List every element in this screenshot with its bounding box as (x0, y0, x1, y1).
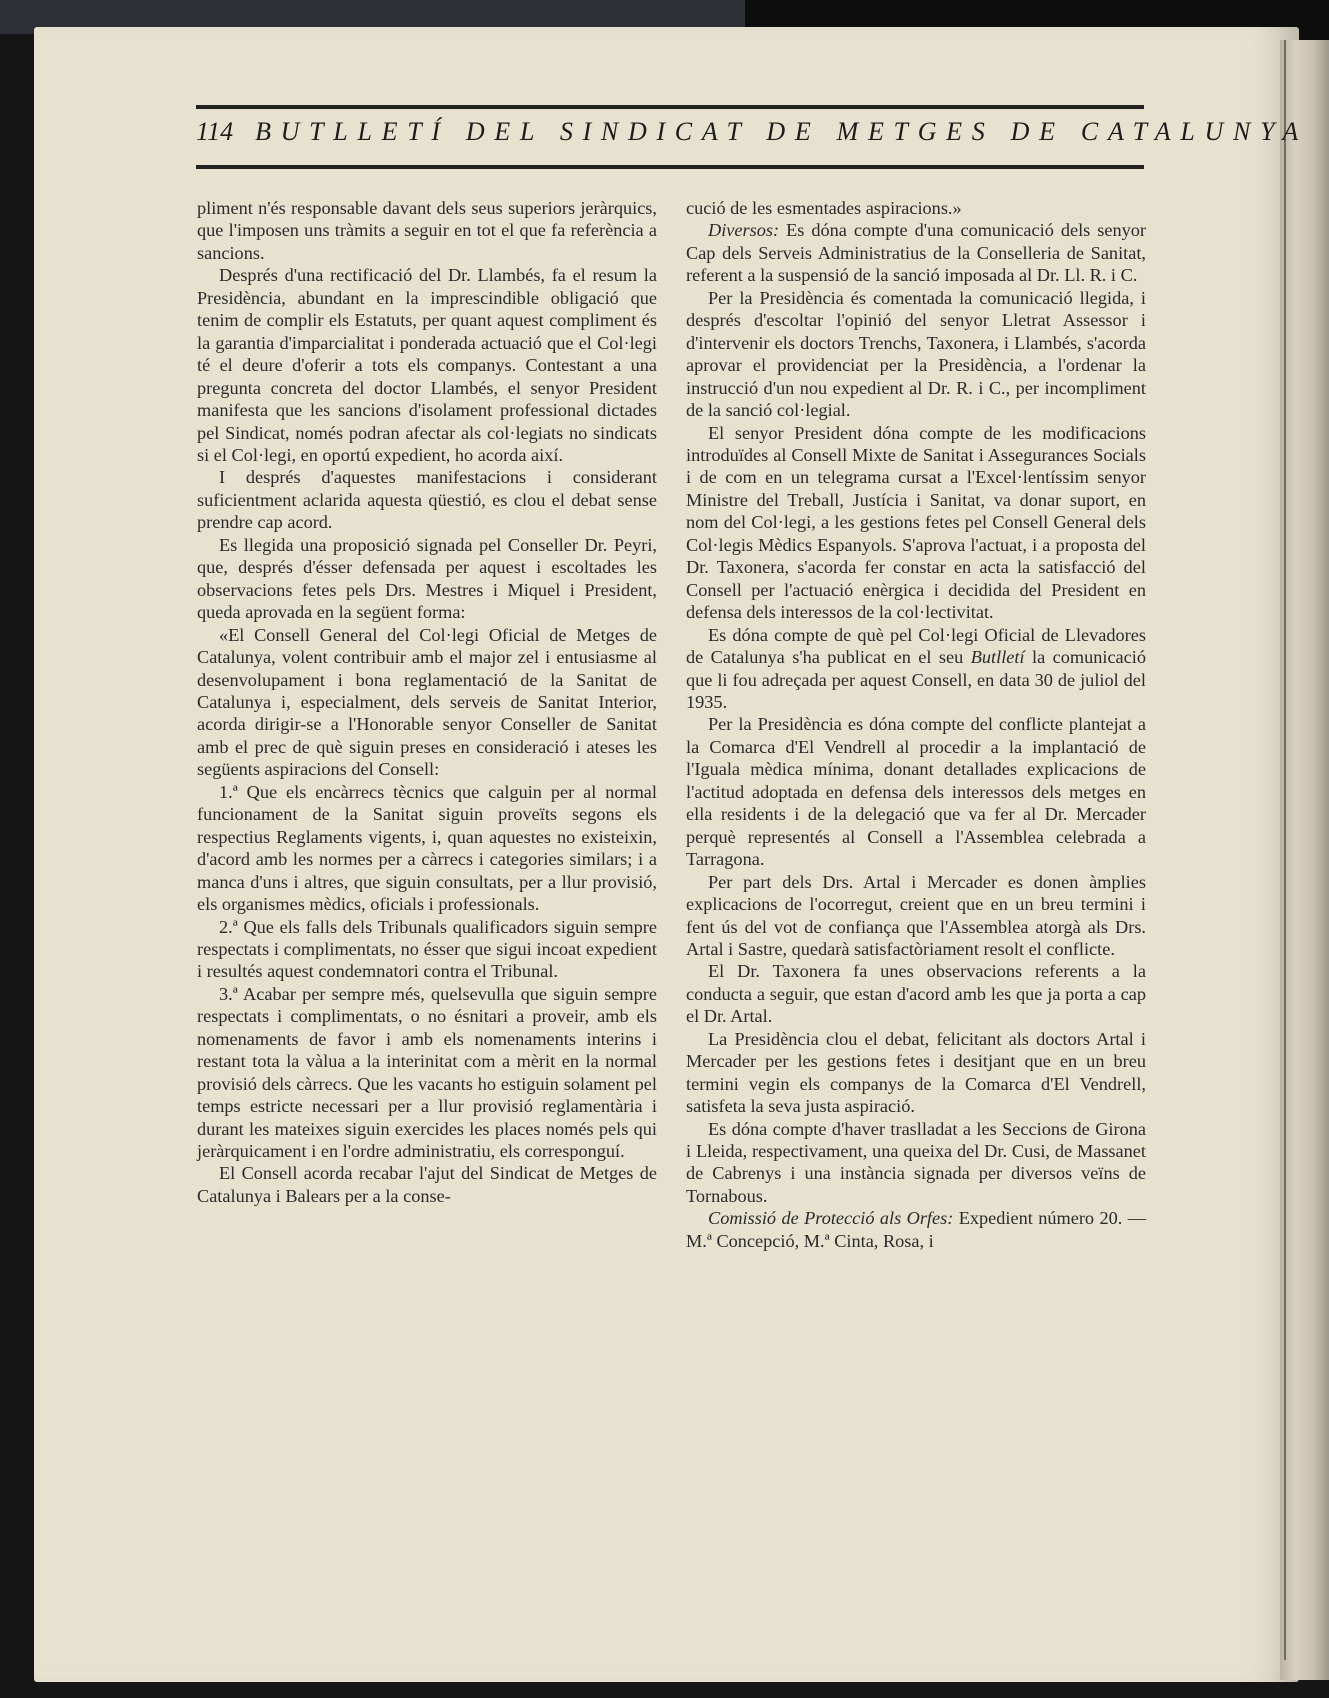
resolution-item-2: 2.ª Que els falls dels Tribunals qualificadors siguin sempre respectats i complimentats, no ésser que sigui incoat expedient i resultés aquest condemnatori contra el Tribunal. (197, 916, 657, 982)
quoted-resolution: «El Consell General del Col·legi Oficial de Metges de Catalunya, volent contribuir amb el major zel i entusiasme al desenvolupament i bona reglamentació de la Sanitat de Catalunya i, especialment, dels serveis de Sanitat Interior, acorda dirigir-se a l'Honorable senyor Conseller de Sanitat amb el prec de què siguin preses en consideració i ateses les següents aspiracions del Consell: (197, 624, 657, 780)
paragraph: I després d'aquestes manifestacions i considerant suficientment aclarida aquesta qüestió, es clou el debat sense prendre cap acord. (197, 467, 657, 533)
resolution-item-1: 1.ª Que els encàrrecs tècnics que calguin per al normal funcionament de la Sanitat siguin proveïts segons els respectius Reglaments vigents, i, quan aquestes no existeixin, d'acord amb les normes per a càrrecs i categories similars; i a manca d'uns i altres, que siguin consultats, per a llur provisió, els organismes mèdics, oficials i professionals. (197, 781, 657, 915)
paragraph: El senyor President dóna compte de les modificacions introduïdes al Consell Mixte de Sanitat i Assegurances Socials i de com en un telegrama cursat a l'Excel·lentíssim senyor Ministre del Treball, Justícia i Sanitat, va donar suport, en nom del Col·legi, a les gestions fetes pel Consell General dels Col·legis Mèdics Espanyols. S'aprova l'actuat, i a proposta del Dr. Taxonera, s'acorda fer constar en acta la satisfacció del Consell per l'actuació enèrgica i decidida del President en defensa dels interessos de la col·lectivitat. (686, 422, 1146, 623)
resolution-item-3: 3.ª Acabar per sempre més, quelsevulla que siguin sempre respectats i complimentats, o no ésnitari a proveir, amb els nomenaments de favor i amb els nomenaments interins i restant tota la vàlua a la interinitat com a mèrit en la normal provisió dels càrrecs. Que les vacants ho estiguin solament pel temps estricte necessari per a llur provisió reglamentària i durant les mateixes siguin exercides les places només pels qui jeràrquicament i en l'ordre administratiu, els corresponguí. (197, 983, 657, 1162)
left-column (197, 197, 657, 1207)
paragraph-diversos: Diversos: Es dóna compte d'una comunicació dels senyor Cap dels Serveis Administratius de la Conselleria de Sanitat, referent a la suspensió de la sanció imposada al Dr. Ll. R. i C. (686, 220, 1146, 286)
paragraph: Per la Presidència es dóna compte del conflicte plantejat a la Comarca d'El Vendrell al procedir a la implantació de l'Iguala mèdica mínima, donant detallades explicacions de l'actitud adoptada en defensa dels interessos dels metges en ella residents i de la delegació que va fer al Dr. Mercader perquè representés al Consell a l'Assemblea celebrada a Tarragona. (686, 714, 1146, 870)
page-edge-line (1284, 40, 1286, 1660)
paragraph: Es dóna compte de què pel Col·legi Oficial de Llevadores de Catalunya s'ha publicat en el seu Butlletí la comunicació que li fou adreçada per aquest Consell, en data 30 de juliol del 1935. (686, 624, 1147, 712)
paragraph-comissio: Comissió de Protecció als Orfes: Expedient número 20. — M.ª Concepció, M.ª Cinta, Rosa, i (686, 1208, 1146, 1251)
section-label: Comissió de Protecció als Orfes: (708, 1208, 954, 1229)
paragraph: pliment n'és responsable davant dels seus superiors jeràrquics, que l'imposen uns tràmits a seguir en tot el que fa referència a sancions. (197, 198, 657, 263)
paragraph: Es llegida una proposició signada pel Conseller Dr. Peyri, que, després d'ésser defensada per aquest i escoltades les observacions fetes pels Drs. Mestres i Miquel i President, queda aprovada en la següent forma: (197, 534, 657, 623)
right-column (686, 197, 1146, 1252)
running-header (196, 117, 1308, 147)
paragraph: Després d'una rectificació del Dr. Llambés, fa el resum la Presidència, abundant en la imprescindible obligació que tenim de complir els Estatuts, per quant aquest compliment és la garantia d'imparcialitat i ponderada actuació que el Col·legi té el deure d'oferir a tots els companys. Contestant a una pregunta concreta del doctor Llambés, el senyor President manifesta que les sancions d'isolament professional dictades pel Sindicat, només podran afectar als col·legiats no sindicats si el Col·legi, en oportú expedient, ho acorda així. (197, 265, 657, 465)
section-label: Diversos: (708, 220, 780, 241)
header-rule-bottom (196, 165, 1144, 169)
paragraph: El Dr. Taxonera fa unes observacions referents a la conducta a seguir, que estan d'acord amb les que ja porta a cap el Dr. Artal. (686, 961, 1146, 1027)
book-spine (1280, 40, 1329, 1680)
paragraph: El Consell acorda recabar l'ajut del Sindicat de Metges de Catalunya i Balears per a la conse- (197, 1163, 657, 1206)
paragraph: La Presidència clou el debat, felicitant als doctors Artal i Mercader per les gestions fetes i desitjant que en un breu termini vegin els companys de la Comarca d'El Vendrell, satisfeta la seva justa aspiració. (686, 1028, 1146, 1117)
publication-title: Butlletí (970, 647, 1025, 668)
header-rule-top (196, 105, 1144, 109)
paragraph: Per part dels Drs. Artal i Mercader es donen àmplies explicacions de l'ocorregut, creient que en un breu termini i fent ús del vot de confiança que l'Assemblea atorgà als Drs. Artal i Sastre, quedarà satisfactòriament resolt el conflicte. (686, 871, 1146, 959)
paragraph: cució de les esmentades aspiracions.» (686, 198, 962, 218)
page-number: 114 (196, 117, 234, 146)
journal-title: BUTLLETÍ DEL SINDICAT DE METGES DE CATALUNYA (255, 117, 1308, 146)
paragraph: Es dóna compte d'haver traslladat a les Seccions de Girona i Lleida, respectivament, una queixa del Dr. Cusi, de Massanet de Cabrenys i una instància signada per diversos veïns de Tornabous. (686, 1118, 1146, 1206)
paragraph: Per la Presidència és comentada la comunicació llegida, i després d'escoltar l'opinió del senyor Lletrat Assessor i d'intervenir els doctors Trenchs, Taxonera, i Llambés, s'acorda aprovar el providenciat per la Presidència, a l'ordenar la instrucció d'un nou expedient al Dr. R. i C., per incompliment de la sanció col·legial. (686, 287, 1146, 421)
